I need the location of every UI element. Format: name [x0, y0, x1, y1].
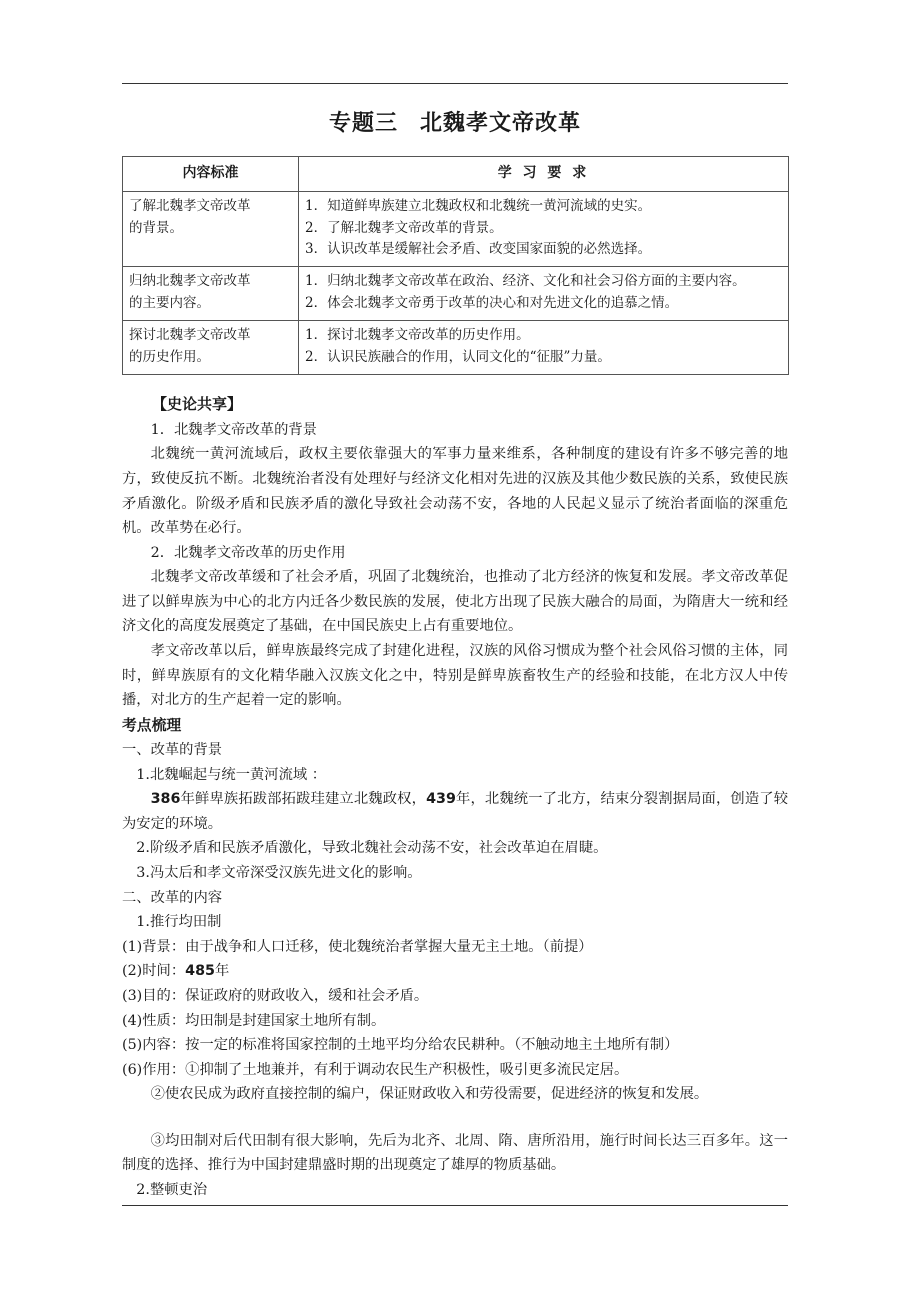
cell-standard — [123, 320, 299, 374]
year-485: 485 — [185, 963, 215, 980]
shilun-item-2-heading: 2．北魏孝文帝改革的历史作用 — [150, 544, 346, 561]
section-two-line-effect-2: ②使农民成为政府直接控制的编户，保证财政收入和劳役需要，促进经济的恢复和发展。 — [150, 1086, 709, 1103]
shilun-item-2-paragraph: 北魏孝文帝改革缓和了社会矛盾，巩固了北魏统治，也推动了北方经济的恢复和发展。孝文帝改革促进了以鲜卑族为中心的北方内迁各少数民族的发展，使北方出现了民族大融合的局面，为隋唐大一统和经济文化的高度发展奠定了基础，在中国民族史上占有重要地位。 — [122, 569, 788, 635]
year-386: 386 — [150, 791, 181, 808]
section-one-item-3: 3.冯太后和孝文帝深受汉族先进文化的影响。 — [136, 865, 422, 882]
year-439: 439 — [426, 791, 456, 808]
shilun-heading: 【史论共享】 — [152, 395, 243, 413]
section-two-line-content: (5)内容：按一定的标准将国家控制的土地平均分给农民耕种。（不触动地主土地所有制） — [122, 1037, 679, 1054]
section-one-item-1-label: 1.北魏崛起与统一黄河流域 ： — [136, 766, 327, 783]
table-header-row — [123, 157, 789, 192]
section-one-item-2: 2.阶级矛盾和民族矛盾激化，导致北魏社会动荡不安，社会改革迫在眉睫。 — [136, 840, 608, 857]
cell-standard — [123, 267, 299, 321]
section-two-item-2-label: 2.整顿吏治 — [136, 1182, 208, 1198]
column-header-standard: 内容标准 — [123, 157, 299, 192]
section-two-line-effect-1: (6)作用：①抑制了土地兼并，有利于调动农民生产积极性，吸引更多流民定居。 — [122, 1061, 629, 1078]
learning-requirements-table — [122, 156, 789, 375]
requirement-item: 2．认识民族融合的作用，认同文化的“征服”力量。 — [305, 348, 611, 365]
cell-requirements — [299, 267, 789, 321]
cell-standard — [123, 191, 299, 267]
header-rule — [122, 83, 788, 84]
requirement-item: 2．了解北魏孝文帝改革的背景。 — [305, 219, 503, 236]
standard-line: 探讨北魏孝文帝改革 — [129, 326, 251, 343]
footer-rule — [122, 1205, 788, 1206]
requirement-item: 1．归纳北魏孝文帝改革在政治、经济、文化和社会习俗方面的主要内容。 — [305, 273, 746, 290]
page-title — [122, 106, 788, 137]
standard-line: 了解北魏孝文帝改革 — [129, 197, 251, 214]
time-prefix: (2)时间： — [122, 963, 186, 980]
standard-line: 的历史作用。 — [129, 348, 210, 365]
paragraph-spacer — [122, 1107, 788, 1129]
section-two-line-effect-3: ③均田制对后代田制有很大影响，先后为北齐、北周、隋、唐所沿用，施行时间长达三百多年。这一制度的选择、推行为中国封建鼎盛时期的出现奠定了雄厚的物质基础。 — [122, 1132, 788, 1174]
item1-mid-text: 年鲜卑族拓跋部拓跋珪建立北魏政权， — [180, 791, 427, 808]
kaodian-heading: 考点梳理 — [122, 716, 182, 734]
requirement-item: 2．体会北魏孝文帝勇于改革的决心和对先进文化的追慕之情。 — [305, 295, 679, 312]
section-one-item-1-body — [122, 787, 788, 836]
body-content — [122, 392, 788, 1203]
section-two-heading: 二、改革的内容 — [122, 889, 223, 906]
section-two-item-1-label: 1.推行均田制 — [136, 914, 222, 931]
section-two-line-purpose: (3)目的：保证政府的财政收入，缓和社会矛盾。 — [122, 987, 429, 1004]
table-row — [123, 267, 789, 321]
item1-post-text: 年，北魏统一了北方，结束分裂割据局面，创造了较为安定的环境。 — [122, 791, 789, 832]
requirement-item: 1．知道鲜卑族建立北魏政权和北魏统一黄河流域的史实。 — [305, 197, 652, 214]
shilun-item-1-paragraph: 北魏统一黄河流域后，政权主要依靠强大的军事力量来维系，各种制度的建设有许多不够完善的地方，致使反抗不断。北魏统治者没有处理好与经济文化相对先进的汉族及其他少数民族的关系，致使民族矛盾激化。阶级矛盾和民族矛盾的激化导致社会动荡不安，各地的人民起义显示了统治者面临的深重危机。改革势在必行。 — [122, 446, 788, 537]
standard-line: 的主要内容。 — [129, 295, 210, 312]
time-suffix: 年 — [215, 963, 230, 980]
shilun-item-1-heading: 1．北魏孝文帝改革的背景 — [150, 421, 317, 438]
section-two-line-time — [122, 959, 788, 984]
requirement-item: 3．认识改革是缓解社会矛盾、改变国家面貌的必然选择。 — [305, 241, 652, 258]
column-header-requirements: 学 习 要 求 — [299, 157, 789, 192]
standard-line: 归纳北魏孝文帝改革 — [129, 273, 251, 290]
requirement-item: 1．探讨北魏孝文帝改革的历史作用。 — [305, 326, 530, 343]
page-title-sub: 北魏孝文帝改革 — [420, 110, 582, 136]
standard-line: 的背景。 — [129, 219, 183, 236]
table-row — [123, 320, 789, 374]
section-one-heading: 一、改革的背景 — [122, 742, 223, 759]
section-two-line-background: (1)背景：由于战争和人口迁移，使北魏统治者掌握大量无主土地。（前提） — [122, 938, 593, 955]
table-row — [123, 191, 789, 267]
cell-requirements — [299, 320, 789, 374]
shilun-item-2-paragraph: 孝文帝改革以后，鲜卑族最终完成了封建化进程，汉族的风俗习惯成为整个社会风俗习惯的主体，同时，鲜卑族原有的文化精华融入汉族文化之中，特别是鲜卑族畜牧生产的经验和技能，在北方汉人中传播，对北方的生产起着一定的影响。 — [122, 643, 788, 709]
section-two-line-nature: (4)性质：均田制是封建国家土地所有制。 — [122, 1012, 386, 1029]
cell-requirements — [299, 191, 789, 267]
page-title-main: 专题三 — [328, 110, 398, 136]
